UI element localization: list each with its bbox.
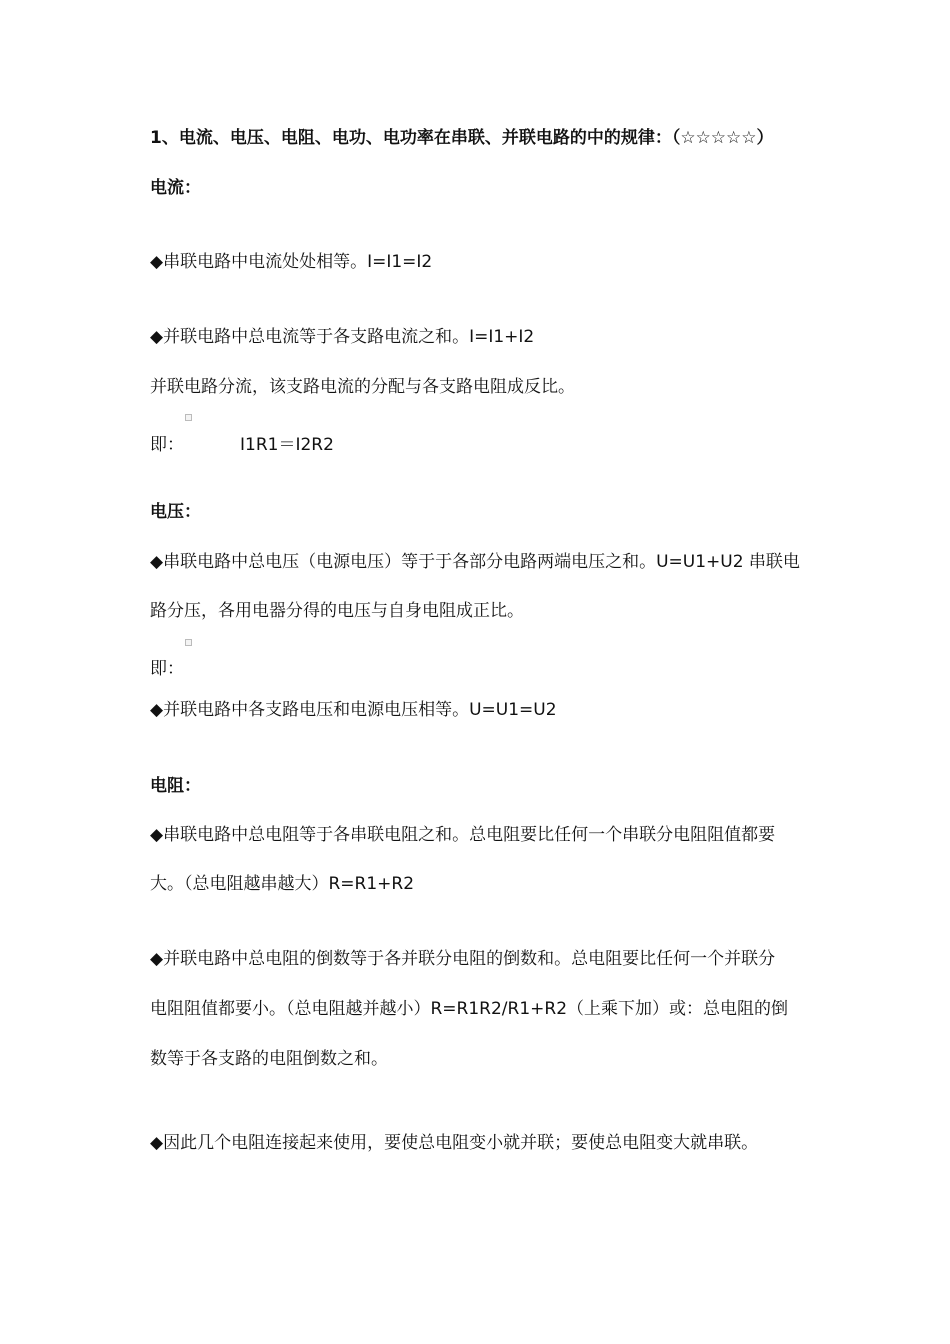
resistance-parallel-rule-line3: 数等于各支路的电阻倒数之和。	[150, 1049, 388, 1069]
voltage-ji-label: 即：	[150, 659, 184, 679]
current-formula: I1R1＝I2R2	[240, 435, 334, 455]
resistance-summary: ◆因此几个电阻连接起来使用，要使总电阻变小就并联；要使总电阻变大就串联。	[150, 1133, 759, 1153]
broken-image-icon	[185, 414, 192, 421]
resistance-parallel-rule-line2: 电阻阻值都要小。（总电阻越并越小）R=R1R2/R1+R2（上乘下加）或：总电阻的倒	[150, 999, 789, 1019]
resistance-series-rule-line1: ◆串联电路中总电阻等于各串联电阻之和。总电阻要比任何一个串联分电阻阻值都要	[150, 825, 776, 845]
current-heading: 电流：	[150, 178, 201, 198]
voltage-series-rule-line1: ◆串联电路中总电压（电源电压）等于于各部分电路两端电压之和。U=U1+U2 串联电	[150, 552, 800, 572]
broken-image-icon	[185, 639, 192, 646]
voltage-series-rule-line2: 路分压，各用电器分得的电压与自身电阻成正比。	[150, 601, 524, 621]
resistance-parallel-rule-line1: ◆并联电路中总电阻的倒数等于各并联分电阻的倒数和。总电阻要比任何一个并联分	[150, 949, 776, 969]
current-ji-label: 即：	[150, 435, 184, 455]
current-series-rule: ◆串联电路中电流处处相等。I=I1=I2	[150, 252, 433, 272]
section-title: 1、电流、电压、电阻、电功、电功率在串联、并联电路的中的规律：（☆☆☆☆☆）	[150, 128, 774, 148]
current-divide-rule: 并联电路分流，该支路电流的分配与各支路电阻成反比。	[150, 377, 575, 397]
resistance-heading: 电阻：	[150, 776, 201, 796]
voltage-heading: 电压：	[150, 502, 201, 522]
voltage-parallel-rule: ◆并联电路中各支路电压和电源电压相等。U=U1=U2	[150, 700, 557, 720]
resistance-series-rule-line2: 大。（总电阻越串越大）R=R1+R2	[150, 874, 415, 894]
current-parallel-rule: ◆并联电路中总电流等于各支路电流之和。I=I1+I2	[150, 327, 535, 347]
